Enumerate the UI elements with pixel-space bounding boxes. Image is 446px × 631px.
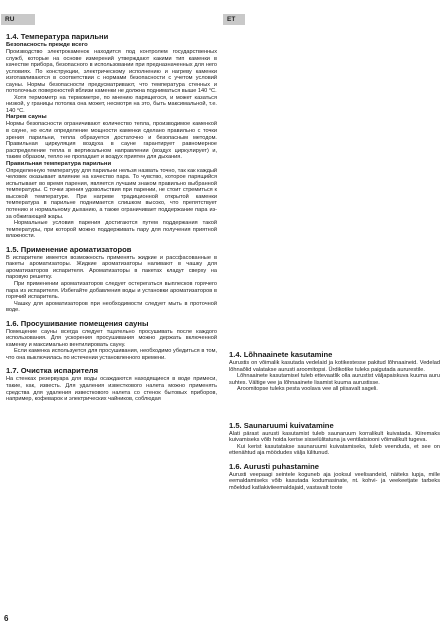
paragraph: Если каменка используется для просушивания, необходимо убедиться в том, что она выключилась по истечении установленного времени. (6, 348, 217, 361)
paragraph: Lõhnaainete kasutamisel tuleb ettevaatlik olla aurustist väljapaiskuva kuuma auru suhtes. Vältige vee ja lõhnaainete lisamist kuuma aurustisse. (229, 373, 440, 386)
section-cleaning-et (229, 462, 440, 492)
paragraph: Определенную температуру для парильни нельзя назвать точно, так как каждый человек оказывает влияние на качество пара. То чувство, которое парящийся испытывает во время парения, является лучшим знаком правильно выбранной температуры. С точки зрения удовольствия при парении, не стоит стремиться к высокой температуре. При нагреве традиционной открытой каменки температура в парильне поднимается слишком высоко, что препятствует потению и нормальному дыханию, а также ограничивает поддержание пара из-за обжигающей жары. (6, 167, 217, 220)
paragraph: Помещение сауны всегда следует тщательно просушивать после каждого использования. Для ускорения просушивания можно держать включенной каменку и максимально вентилировать сауну. (6, 328, 217, 348)
paragraph: В испарителе имеется возможность применять жидкие и рассфасованные в пакеты ароматизаторы. Жидкие ароматизаторы наливают в чашку для ароматизаторов испарителя. Ароматизаторы в пакетах кладут сверху на паровую решетку. (6, 254, 217, 281)
paragraph: Aurustis on võimalik kasutada vedelaid ja kotikestesse pakitud lõhnaaineid. Vedelad lõhnaõlid valatakse aurusti aroomitopsi. Ürdikotike tuleks paigutada aururestile. (229, 360, 440, 373)
subheading: Нагрев сауны (6, 114, 47, 121)
paragraph: Хотя термометр на термометре, по мнению парящегося, и может казаться низкой, у границы потолка она может, несмотря на это, быть максимальной, т.е. 140 °С. (6, 94, 217, 114)
section-aromatics (6, 245, 217, 314)
paragraph: Aroomitopse tuleks pesta voolava vee all piisavalt sageli. (237, 386, 378, 393)
section-title: 1.5. Применение ароматизаторов (6, 244, 132, 254)
estonian-column (229, 350, 440, 492)
paragraph: Aurusti veepaagi seintele koguneb aja jooksul veelisandeid, näiteks lupja, mille eemaldamiseks võib kasutada kodumasinate, nt. kohvi- ja veekeetjate tarbeks mõeldud katlakiviieemaldajaid, vastavalt toote (229, 471, 440, 492)
section-title: 1.6. Aurusti puhastamine (229, 461, 320, 471)
section-sauna-temperature (6, 32, 217, 240)
paragraph: Kui kerist kasutatakse saunaruumi kuivatamiseks, tuleb veenduda, et see on ettenähtud aja möödudes välja lülitunud. (229, 443, 440, 457)
paragraph: При применении ароматизаторов следует остерегаться выплесков горячего пара из испарителя. Избегайте добавления воды и установки ароматизаторов в горячий испаритель. (6, 280, 217, 301)
section-drying (6, 319, 217, 362)
paragraph: Производство электрокаменок находится под контролем государственных служб, которые на основе измерений утверждают какими тип каменки в качестве прибора, безопасного в использовании при предназначенных для него условиях. По конструкции, электрическому исполнению и нагреву каменки изготавливаются в соответствии с нормами безопасности с учетом условий сауны. Нормы безопасности предусматривают, что температура стенных и потолочных поверхностей вблизи каменки не должна подниматься выше 140 °С. (6, 49, 217, 95)
paragraph: Нормы безопасности ограничивают количество тепла, производимое каменкой в сауне, но если определение мощности каменки сделано правильно с точки зрения парильни, тепла образуется достаточно и безопасным методом. Правильная циркуляция воздуха в сауне гарантирует равномерное распределение тепла в вертикальном направлении (воздух циркулирует) и, таким образом, тепло не пропадает и воздух приятен для дыхания. (6, 121, 217, 161)
section-drying-et (229, 421, 440, 457)
section-aromatics-et (229, 350, 440, 393)
subheading: Безопасность прежде всего (6, 42, 88, 48)
paragraph: Чашку для ароматизаторов при необходимости следует мыть в проточной воде. (6, 300, 217, 314)
paragraph: На стенках резервуара для воды осаждаются находящиеся в воде примеси, такие, как, известь. Для удаления известкового налета можно применять средства для удаления известкового налета со стенок бытовых приборов, например, кофеварок и электрических чайников, соблюдая (6, 376, 217, 403)
section-cleaning (6, 366, 217, 402)
section-title: 1.7. Очистка испарителя (6, 366, 99, 376)
russian-column (6, 32, 217, 403)
language-tag-ru: RU (1, 14, 35, 25)
section-title: 1.4. Lõhnaainete kasutamine (229, 350, 333, 359)
paragraph: Alati pärast aurusti kasutamist tuleb saunaruum korralikult kuivatada. Kiiremaks kuivamiseks võib hoida kerise sisselülitatuna ja ventilatsiooni võimalikult tugeva. (229, 430, 440, 444)
page-number: 6 (4, 614, 9, 623)
section-title: 1.5. Saunaruumi kuivatamine (229, 420, 334, 430)
paragraph: Нормальные условия парения достигаются путем поддержания такой температуры, при которой можно поддерживать пару для получения приятной влажности. (6, 220, 217, 240)
section-title: 1.6. Просушивание помещения сауны (6, 318, 149, 328)
subheading: Правильная температура парильни (6, 160, 112, 167)
language-tag-et: ET (223, 14, 245, 25)
section-title: 1.4. Температура парильни (6, 32, 109, 41)
